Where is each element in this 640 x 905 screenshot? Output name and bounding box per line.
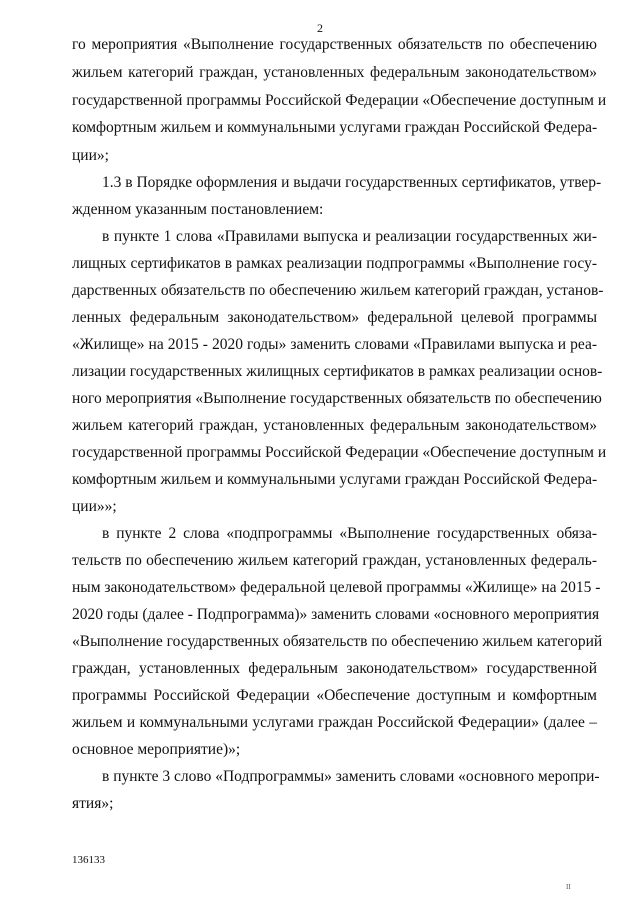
text-line: ного мероприятия «Выполнение государственных обязательств по обеспечению (72, 390, 602, 407)
text-line: жильем категорий граждан, установленных федеральным законодательством» (72, 417, 597, 434)
text-line: ции»; (72, 147, 109, 164)
text-line: граждан, установленных федеральным законодательством» государственной (72, 660, 597, 677)
text-line: жильем и коммунальными услугами граждан Российской Федерации» (далее – (72, 714, 597, 731)
text-line: лизации государственных жилищных сертификатов в рамках реализации основ- (72, 363, 603, 380)
text-line: 1.3 в Порядке оформления и выдачи государственных сертификатов, утвер- (102, 174, 602, 191)
text-line: го мероприятия «Выполнение государственных обязательств по обеспечению (72, 36, 597, 53)
text-line: ятия»; (72, 795, 114, 812)
text-line: в пункте 3 слово «Подпрограммы» заменить словами «основного меропри- (102, 768, 600, 785)
text-line: основное мероприятие)»; (72, 741, 241, 758)
text-line: программы Российской Федерации «Обеспечение доступным и комфортным (72, 687, 597, 704)
page-number: 2 (317, 21, 323, 35)
text-line: жденном указанным постановлением: (72, 201, 324, 218)
text-line: ции»»; (72, 498, 117, 515)
text-line: тельств по обеспечению жильем категорий граждан, установленных федераль- (72, 552, 597, 569)
text-line: 2020 годы (далее - Подпрограмма)» заменить словами «основного мероприятия (72, 606, 600, 623)
text-line: в пункте 2 слова «подпрограммы «Выполнение государственных обяза- (102, 525, 597, 542)
text-line: «Жилище» на 2015 - 2020 годы» заменить словами «Правилами выпуска и реа- (72, 336, 597, 353)
text-line: ленных федеральным законодательством» федеральной целевой программы (72, 309, 597, 326)
text-line: в пункте 1 слова «Правилами выпуска и реализации государственных жи- (102, 228, 597, 245)
text-line: лищных сертификатов в рамках реализации подпрограммы «Выполнение госу- (72, 255, 597, 272)
text-line: ным законодательством» федеральной целевой программы «Жилище» на 2015 - (72, 579, 601, 596)
corner-mark: II (566, 883, 571, 891)
text-line: государственной программы Российской Федерации «Обеспечение доступным и (72, 92, 607, 109)
text-line: «Выполнение государственных обязательств по обеспечению жильем категорий (72, 633, 603, 650)
text-line: комфортным жильем и коммунальными услугами граждан Российской Федера- (72, 471, 598, 488)
text-line: дарственных обязательств по обеспечению жильем категорий граждан, установ- (72, 282, 604, 299)
document-code: 136133 (72, 854, 105, 866)
text-line: комфортным жильем и коммунальными услугами граждан Российской Федера- (72, 119, 598, 136)
text-line: государственной программы Российской Федерации «Обеспечение доступным и (72, 444, 607, 461)
text-line: жильем категорий граждан, установленных федеральным законодательством» (72, 64, 597, 81)
